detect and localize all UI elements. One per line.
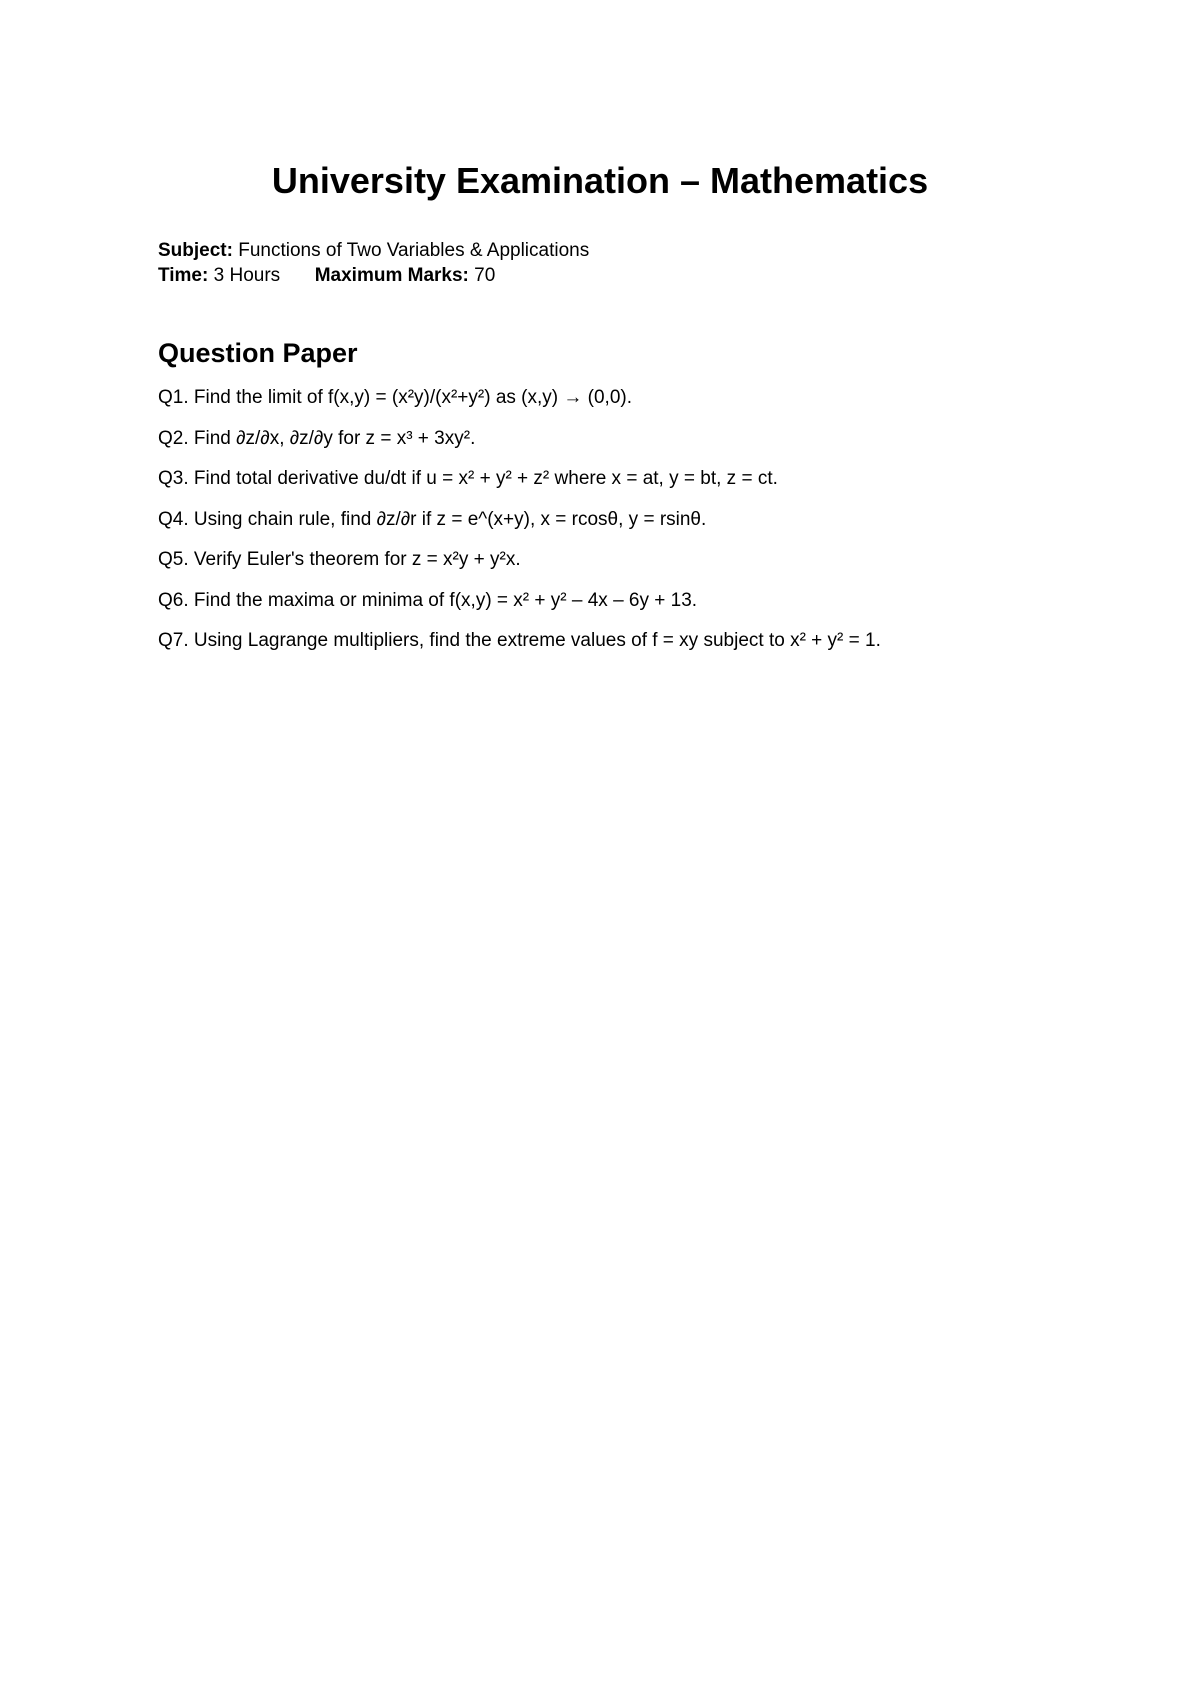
question-4: Q4. Using chain rule, find ∂z/∂r if z = e^(x+y), x = rcosθ, y = rsinθ. xyxy=(158,508,707,530)
time-value: 3 Hours xyxy=(213,265,281,286)
page-title: University Examination – Mathematics xyxy=(271,160,929,201)
question-1: Q1. Find the limit of f(x,y) = (x²y)/(x²+y²) as (x,y) → (0,0). xyxy=(158,387,632,408)
question-list xyxy=(158,385,881,669)
section-heading: Question Paper xyxy=(158,338,358,368)
subject-line xyxy=(158,238,589,263)
question-2: Q2. Find ∂z/∂x, ∂z/∂y for z = x³ + 3xy². xyxy=(158,427,476,449)
question-5: Q5. Verify Euler's theorem for z = x²y + y²x. xyxy=(158,549,521,570)
subject-value: Functions of Two Variables & Applications xyxy=(238,240,590,261)
time-marks-line xyxy=(158,263,589,288)
question-7: Q7. Using Lagrange multipliers, find the extreme values of f = xy subject to x² + y² = 1. xyxy=(158,630,881,651)
question-3: Q3. Find total derivative du/dt if u = x² + y² + z² where x = at, y = bt, z = ct. xyxy=(158,468,778,489)
time-label: Time: xyxy=(158,265,209,286)
subject-label: Subject: xyxy=(158,240,233,261)
marks-label: Maximum Marks: xyxy=(314,265,469,286)
question-6: Q6. Find the maxima or minima of f(x,y) = x² + y² – 4x – 6y + 13. xyxy=(158,589,698,611)
marks-value: 70 xyxy=(474,265,496,286)
exam-details xyxy=(158,238,589,288)
